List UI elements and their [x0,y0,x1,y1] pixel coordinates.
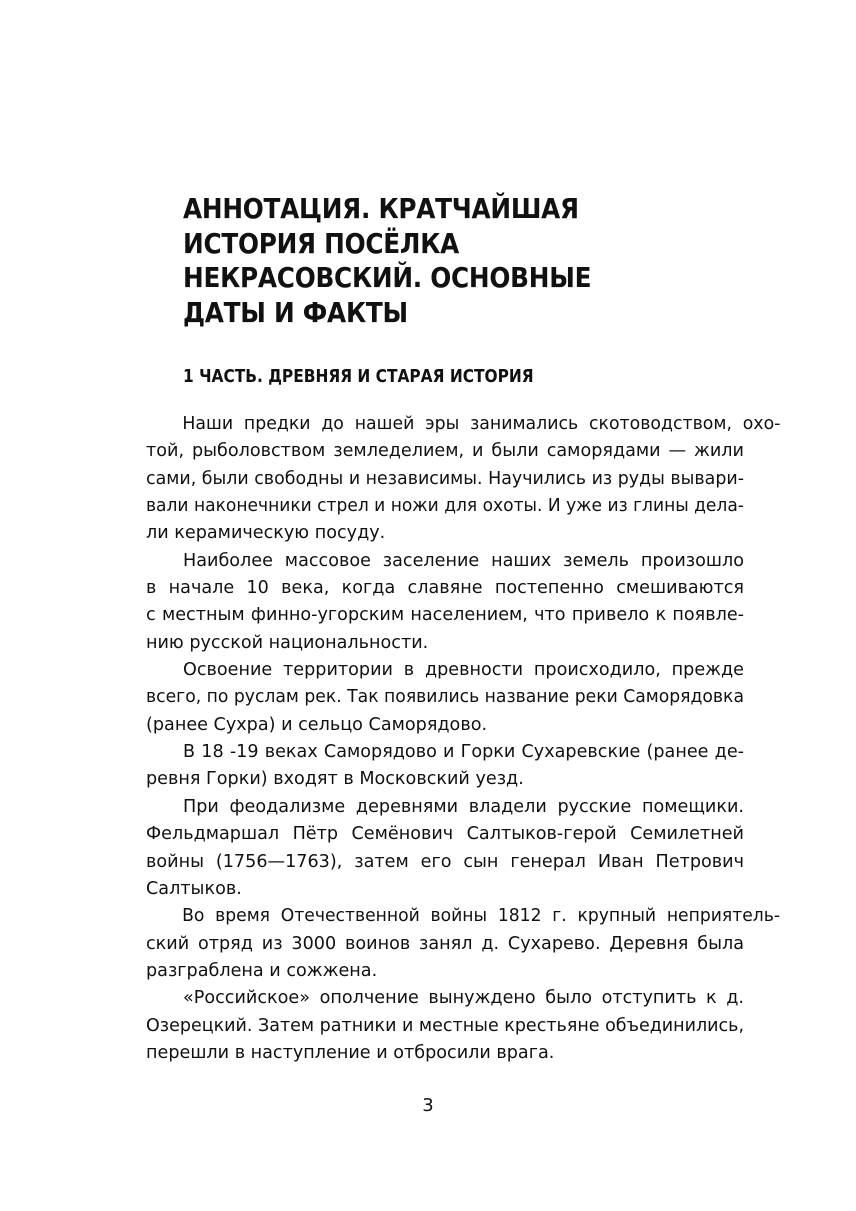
paragraph [146,903,781,985]
text-line: Фельдмаршал Пётр Семёнович Салтыков-герой Семилетней [146,824,744,845]
text-line: войны (1756—1763), затем его сын генерал Иван Петрович [146,851,744,872]
title-line: ДАТЫ И ФАКТЫ [183,296,408,329]
text-line: В 18 -19 веках Саморядово и Горки Сухаревские (ранее де- [183,742,744,763]
paragraph [146,739,744,794]
text-line: При феодализме деревнями владели русские помещики. [183,796,744,817]
text-line: Озерецкий. Затем ратники и местные крестьяне объединились, [146,1015,745,1036]
paragraph [146,548,744,657]
page-number: 3 [422,1095,434,1116]
text-line: (ранее Сухра) и сельцо Саморядово. [146,714,488,735]
text-line: Освоение территории в древности происходило, прежде [183,660,744,681]
text-line: Во время Отечественной войны 1812 г. крупный неприятель- [182,906,781,927]
text-line: той, рыболовством земледелием, и были саморядами — жили [146,441,744,462]
text-line: разграблена и сожжена. [146,960,378,981]
paragraph [146,985,744,1067]
text-line: сами, были свободны и независимы. Научились из руды вывари- [146,468,744,489]
text-line: Наиболее массовое заселение наших земель произошло [183,550,744,571]
paragraph [146,411,781,548]
paragraph [146,794,744,903]
text-line: ли керамическую посуду. [146,523,386,544]
title-line: НЕКРАСОВСКИЙ. ОСНОВНЫЕ [183,262,592,294]
text-line: ревня Горки) входят в Московский уезд. [146,769,524,790]
text-line: нию русской национальности. [146,632,429,653]
body-text [146,411,781,1067]
title-line: ИСТОРИЯ ПОСЁЛКА [183,227,460,260]
title-line: АННОТАЦИЯ. КРАТЧАЙШАЯ [183,193,579,225]
section-heading: 1 ЧАСТЬ. ДРЕВНЯЯ И СТАРАЯ ИСТОРИЯ [183,367,534,387]
text-line: вали наконечники стрел и ножи для охоты. И уже из глины дела- [146,496,744,517]
text-line: «Российское» ополчение вынуждено было отступить к д. [183,988,744,1009]
text-line: с местным финно-угорским населением, что привело к появле- [146,605,744,626]
text-line: ский отряд из 3000 воинов занял д. Сухарево. Деревня была [146,933,744,954]
text-line: всего, по руслам рек. Так появились название реки Саморядовка [146,687,744,708]
text-line: перешли в наступление и отбросили врага. [146,1042,555,1063]
page-title [183,192,592,330]
paragraph [146,657,744,739]
text-line: Салтыков. [146,878,242,899]
text-line: в начале 10 века, когда славяне постепенно смешиваются [146,578,744,599]
text-line: Наши предки до нашей эры занимались скотоводством, охо- [182,414,781,434]
